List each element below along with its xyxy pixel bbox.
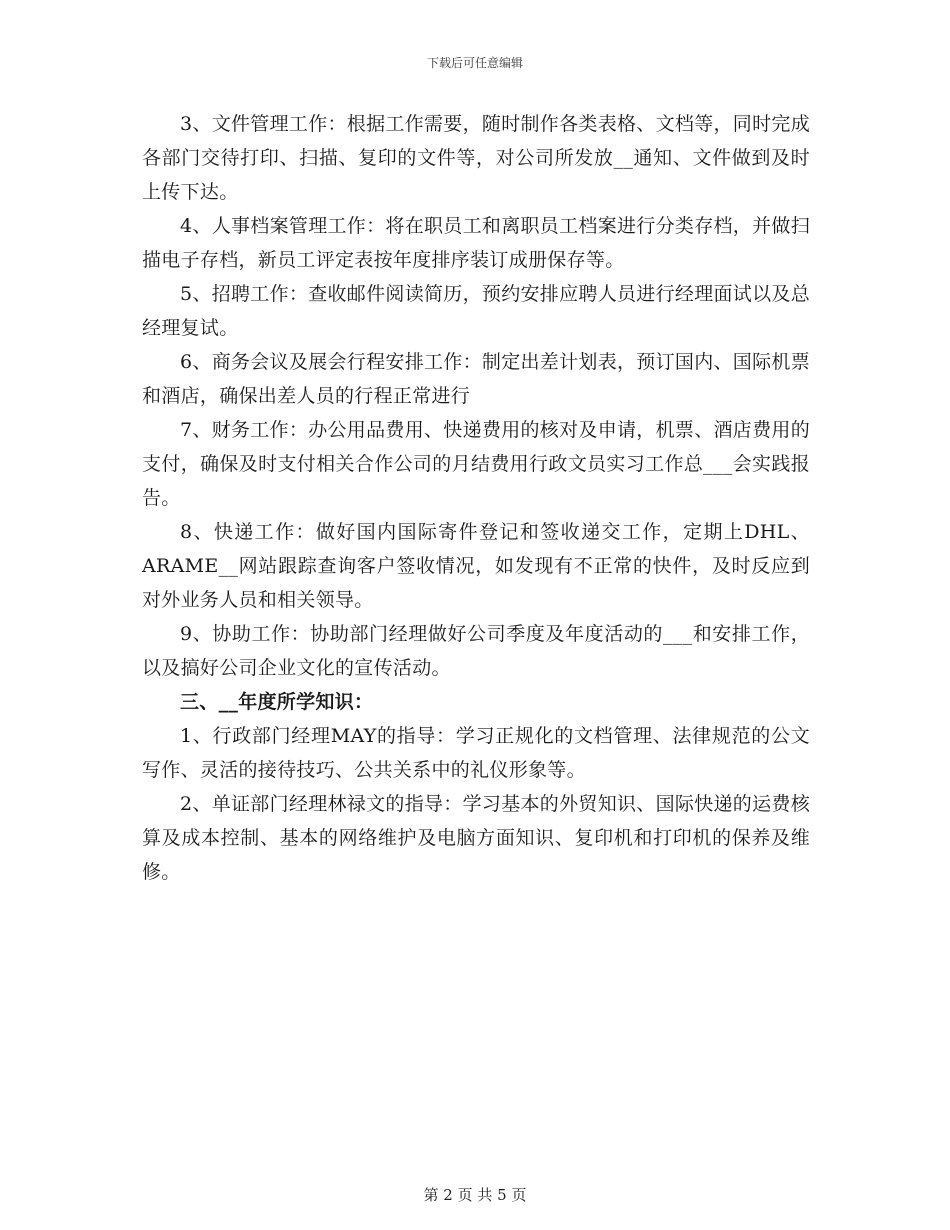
paragraph-knowledge-documents: 2、单证部门经理林禄文的指导：学习基本的外贸知识、国际快递的运费核算及成本控制、基本的网络维护及电脑方面知识、复印机和打印机的保养及维修。	[142, 793, 810, 883]
paragraph-assistance: 9、协助工作：协助部门经理做好公司季度及年度活动的___和安排工作，以及搞好公司企业文化的宣传活动。	[142, 623, 810, 679]
paragraph-file-management: 3、文件管理工作：根据工作需要，随时制作各类表格、文档等，同时完成各部门交待打印、扫描、复印的文件等，对公司所发放__通知、文件做到及时上传下达。	[142, 113, 810, 203]
paragraph-knowledge-admin: 1、行政部门经理MAY的指导：学习正规化的文档管理、法律规范的公文写作、灵活的接待技巧、公共关系中的礼仪形象等。	[142, 725, 810, 781]
section-heading: 三、__年度所学知识：	[180, 691, 374, 713]
paragraph-recruitment: 5、招聘工作：查收邮件阅读简历，预约安排应聘人员进行经理面试以及总经理复试。	[142, 283, 810, 339]
page-header-note: 下载后可任意编辑	[426, 56, 523, 70]
paragraph-finance: 7、财务工作：办公用品费用、快递费用的核对及申请，机票、酒店费用的支付，确保及时支付相关合作公司的月结费用行政文员实习工作总___会实践报告。	[142, 419, 810, 509]
document-body	[142, 107, 810, 889]
paragraph-business-meetings: 6、商务会议及展会行程安排工作：制定出差计划表，预订国内、国际机票和酒店，确保出差人员的行程正常进行	[142, 351, 810, 407]
paragraph-express-delivery: 8、快递工作：做好国内国际寄件登记和签收递交工作，定期上DHL、ARAME__网站跟踪查询客户签收情况，如发现有不正常的快件，及时反应到对外业务人员和相关领导。	[142, 521, 810, 611]
paragraph-personnel-archives: 4、人事档案管理工作：将在职员工和离职员工档案进行分类存档，并做扫描电子存档，新员工评定表按年度排序装订成册保存等。	[142, 215, 810, 271]
page-number: 第 2 页 共 5 页	[423, 1186, 527, 1204]
